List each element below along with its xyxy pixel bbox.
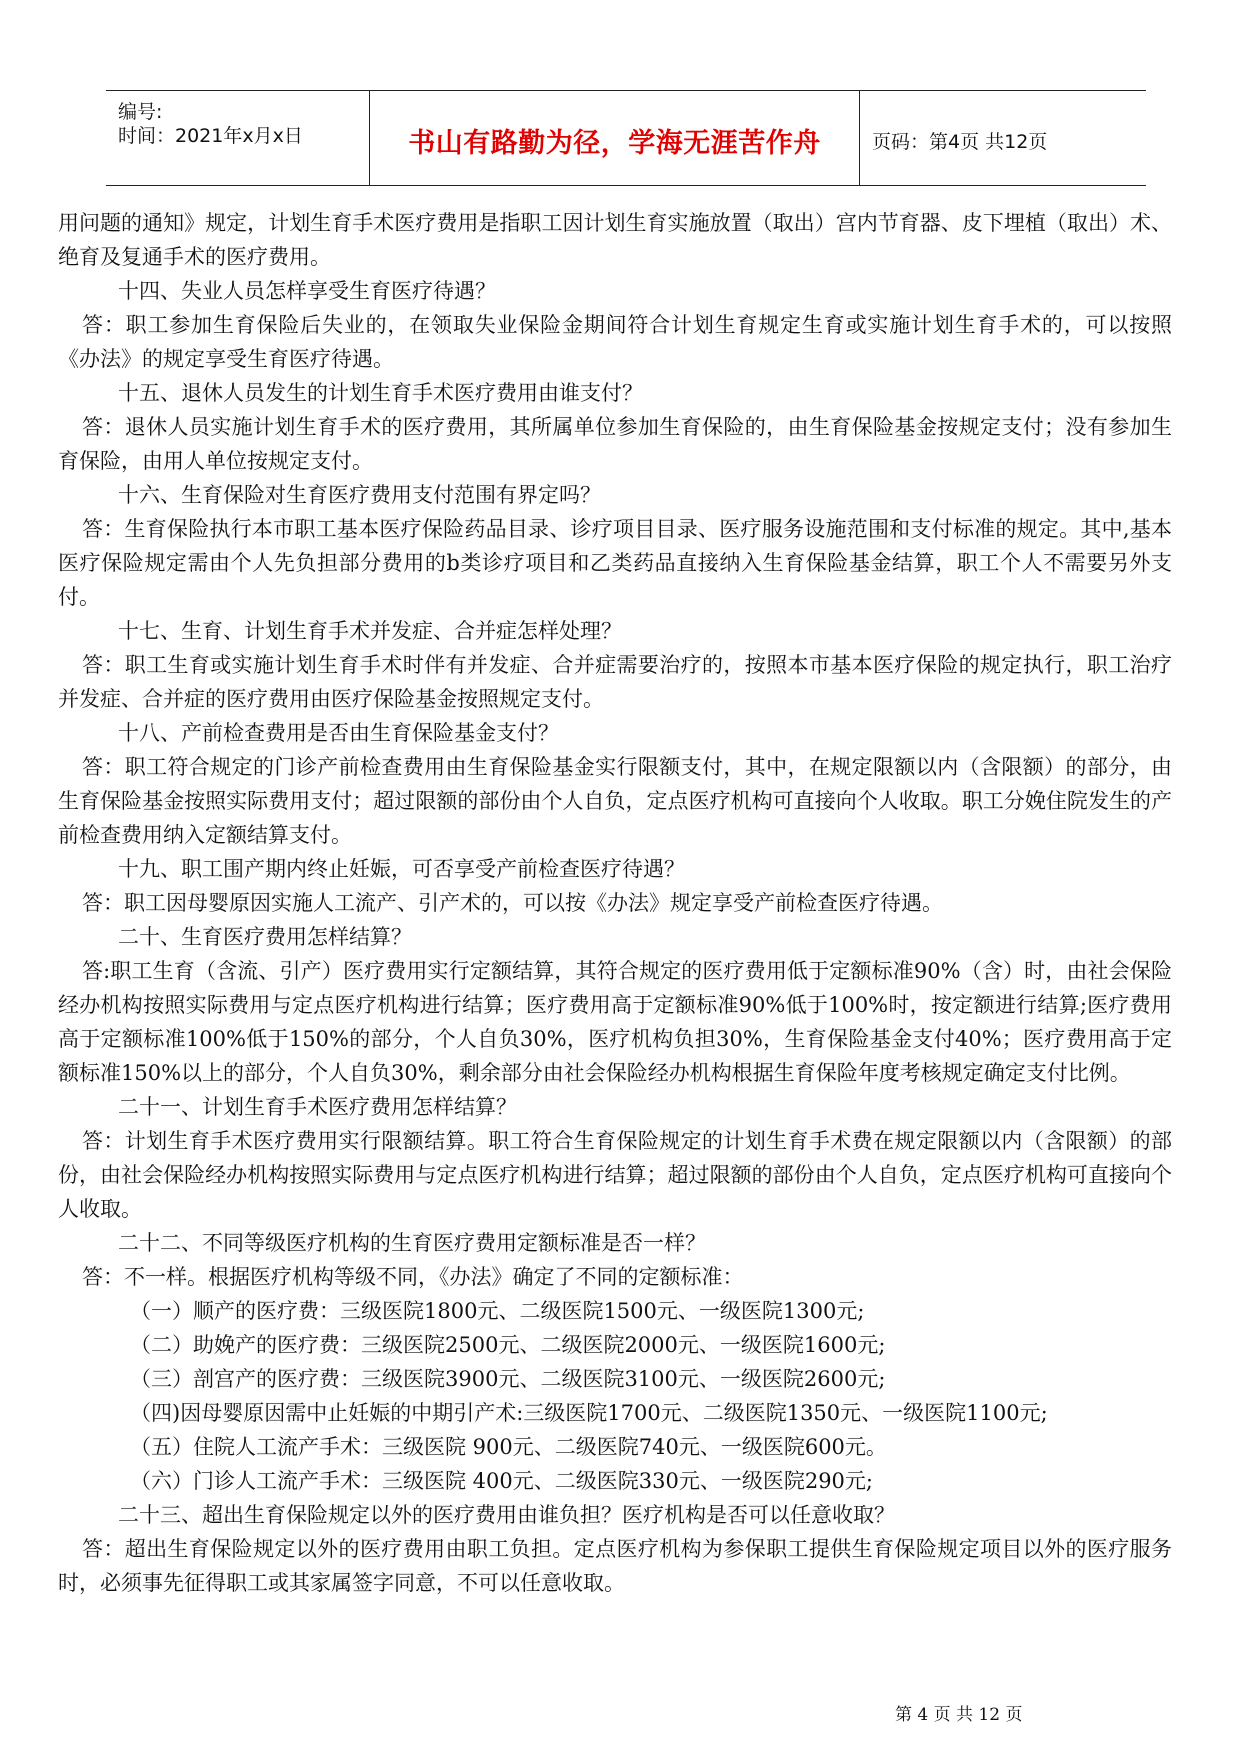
question-heading: 十八、产前检查费用是否由生育保险基金支付？ [118,721,559,745]
answer-paragraph: 答：计划生育手术医疗费用实行限额结算。职工符合生育保险规定的计划生育手术费在规定限额以内（含限额）的部份，由社会保险经办机构按照实际费用与定点医疗机构进行结算；超过限额的部份由个人自负，定点医疗机构可直接向个人收取。 [58,1129,1172,1221]
answer-paragraph: 答：超出生育保险规定以外的医疗费用由职工负担。定点医疗机构为参保职工提供生育保险规定项目以外的医疗服务时，必须事先征得职工或其家属签字同意，不可以任意收取。 [58,1537,1172,1595]
answer-paragraph: 答:职工生育（含流、引产）医疗费用实行定额结算，其符合规定的医疗费用低于定额标准90%（含）时，由社会保险经办机构按照实际费用与定点医疗机构进行结算；医疗费用高于定额标准90%低于100%时，按定额进行结算;医疗费用高于定额标准100%低于150%的部分，个人自负30%，医疗机构负担30%，生育保险基金支付40%；医疗费用高于定额标准150%以上的部分，个人自负30%，剩余部分由社会保险经办机构根据生育保险年度考核规定确定支付比例。 [58,959,1172,1085]
document-time-label: 时间：2021年x月x日 [118,125,303,147]
question-heading: 二十一、计划生育手术医疗费用怎样结算？ [118,1095,517,1119]
page-footer: 第 4 页 共 12 页 [895,1705,1023,1725]
fee-standard-item: （一）顺产的医疗费：三级医院1800元、二级医院1500元、一级医院1300元; [130,1299,865,1323]
header-page-cell [860,91,1146,185]
question-heading: 十七、生育、计划生育手术并发症、合并症怎样处理？ [118,619,622,643]
document-header [106,90,1146,186]
header-info-cell [106,91,370,185]
document-body [58,206,1172,1600]
answer-paragraph: 答：职工因母婴原因实施人工流产、引产术的，可以按《办法》规定享受产前检查医疗待遇。 [82,891,943,915]
answer-paragraph: 答：职工符合规定的门诊产前检查费用由生育保险基金实行限额支付，其中，在规定限额以内（含限额）的部分，由生育保险基金按照实际费用支付；超过限额的部份由个人自负，定点医疗机构可直接向个人收取。职工分娩住院发生的产前检查费用纳入定额结算支付。 [58,755,1172,847]
fee-standard-item: （五）住院人工流产手术：三级医院 900元、二级医院740元、一级医院600元。 [130,1435,887,1459]
question-heading: 十六、生育保险对生育医疗费用支付范围有界定吗？ [118,483,601,507]
answer-paragraph: 答：不一样。根据医疗机构等级不同，《办法》确定了不同的定额标准： [82,1265,744,1289]
question-heading: 二十三、超出生育保险规定以外的医疗费用由谁负担？医疗机构是否可以任意收取？ [118,1503,895,1527]
question-heading: 十九、职工围产期内终止妊娠，可否享受产前检查医疗待遇？ [118,857,685,881]
answer-paragraph: 答：生育保险执行本市职工基本医疗保险药品目录、诊疗项目目录、医疗服务设施范围和支付标准的规定。其中,基本医疗保险规定需由个人先负担部分费用的b类诊疗项目和乙类药品直接纳入生育保险基金结算，职工个人不需要另外支付。 [58,517,1172,609]
question-heading: 二十二、不同等级医疗机构的生育医疗费用定额标准是否一样？ [118,1231,706,1255]
answer-paragraph: 答：职工参加生育保险后失业的，在领取失业保险金期间符合计划生育规定生育或实施计划生育手术的，可以按照《办法》的规定享受生育医疗待遇。 [58,313,1172,371]
fee-standard-item: （三）剖宫产的医疗费：三级医院3900元、二级医院3100元、一级医院2600元; [130,1367,886,1391]
header-motto: 书山有路勤为径，学海无涯苦作舟 [408,128,821,159]
answer-paragraph: 答：退休人员实施计划生育手术的医疗费用，其所属单位参加生育保险的，由生育保险基金按规定支付；没有参加生育保险，由用人单位按规定支付。 [58,415,1172,473]
question-heading: 十四、失业人员怎样享受生育医疗待遇？ [118,279,496,303]
header-page-number: 页码：第4页 共12页 [872,131,1048,153]
fee-standard-item: （二）助娩产的医疗费：三级医院2500元、二级医院2000元、一级医院1600元; [130,1333,886,1357]
question-heading: 十五、退休人员发生的计划生育手术医疗费用由谁支付？ [118,381,643,405]
question-heading: 二十、生育医疗费用怎样结算？ [118,925,412,949]
document-number-label: 编号: [118,101,163,123]
fee-standard-item: （四)因母婴原因需中止妊娠的中期引产术:三级医院1700元、二级医院1350元、一级医院1100元; [130,1401,1048,1425]
fee-standard-item: （六）门诊人工流产手术：三级医院 400元、二级医院330元、一级医院290元; [130,1469,873,1493]
body-paragraph: 用问题的通知》规定，计划生育手术医疗费用是指职工因计划生育实施放置（取出）宫内节育器、皮下埋植（取出）术、绝育及复通手术的医疗费用。 [58,211,1172,269]
answer-paragraph: 答：职工生育或实施计划生育手术时伴有并发症、合并症需要治疗的，按照本市基本医疗保险的规定执行，职工治疗并发症、合并症的医疗费用由医疗保险基金按照规定支付。 [58,653,1172,711]
header-motto-cell [370,91,860,185]
